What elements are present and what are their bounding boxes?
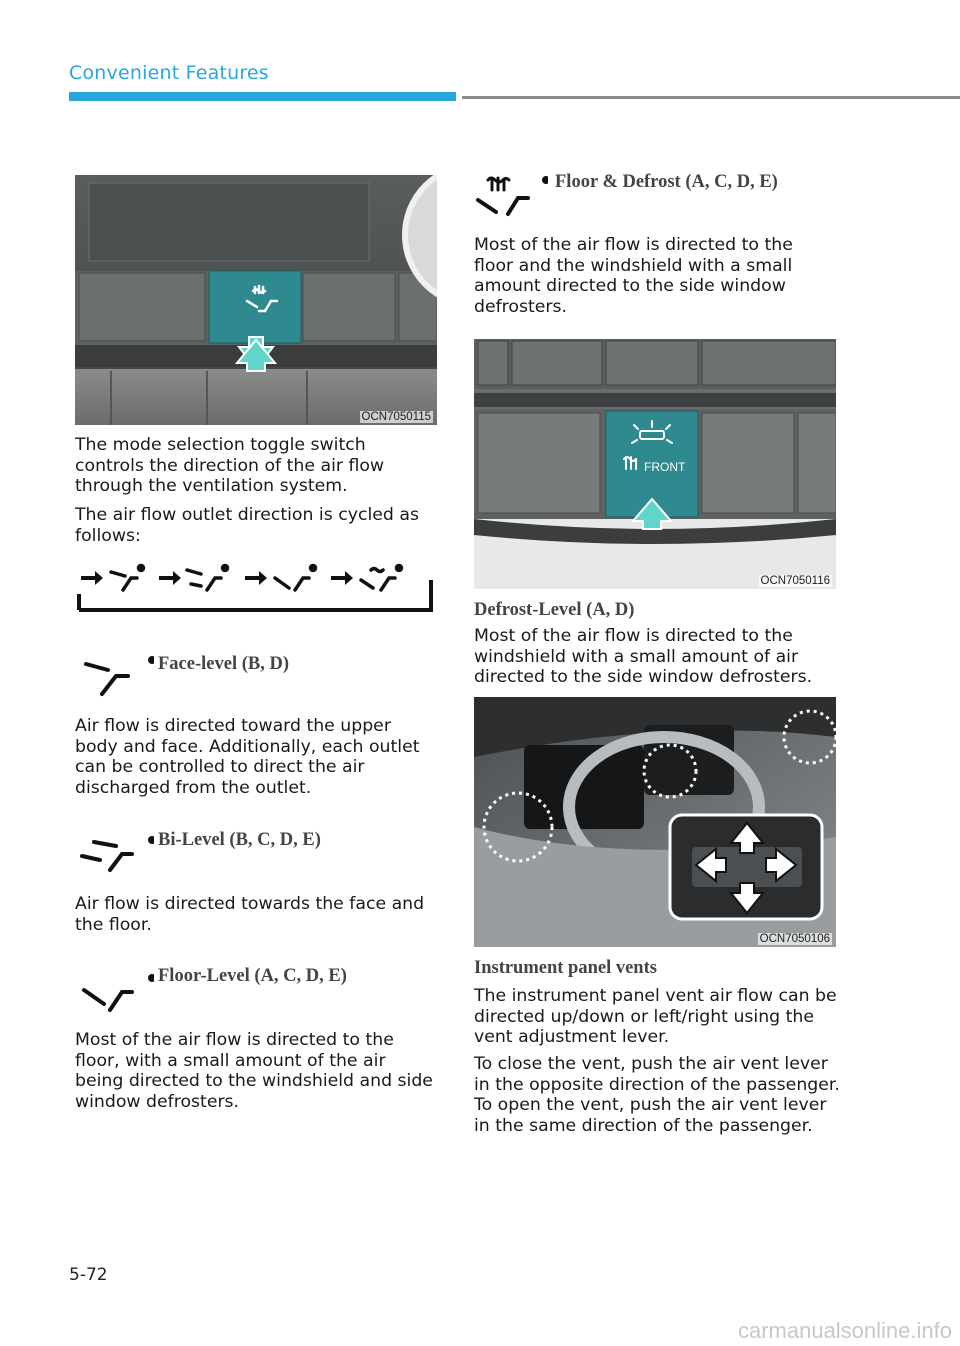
bi-level-heading: Bi-Level (B, C, D, E) [158,830,321,850]
mode-switch-photo [75,175,437,425]
page-header-title: Convenient Features [69,62,269,84]
photo-caption-code: OCN7050106 [759,933,830,945]
face-level-icon [80,650,154,700]
page-number: 5-72 [69,1265,108,1285]
bi-level-text: Air flow is directed towards the face and the floor. [75,894,425,935]
bi-level-icon [80,830,154,880]
header-rule-gray [462,96,960,99]
defrost-level-heading: Defrost-Level (A, D) [474,600,635,620]
site-watermark: carmanualsonline.info [737,1318,952,1343]
panel-vents-photo [474,697,836,947]
face-level-heading: Face-level (B, D) [158,654,289,674]
defrost-level-text: Most of the air flow is directed to the windshield with a small amount of air directed to the side window defrosters. [474,626,813,688]
photo-caption-code: OCN7050116 [760,575,830,587]
panel-vents-heading: Instrument panel vents [474,958,657,978]
intro-paragraph: The mode selection toggle switch controls the direction of the air flow through the ventilation system. [75,435,385,497]
panel-vents-text-2: To close the vent, push the air vent lever in the opposite direction of the passenger. To open the vent, push the air vent lever in the same direction of the passenger. [474,1054,840,1136]
front-button-label: FRONT [644,460,686,474]
cycle-paragraph: The air flow outlet direction is cycled as follows: [75,505,419,546]
floor-level-heading: Floor-Level (A, C, D, E) [158,966,347,986]
floor-defrost-icon [474,170,548,220]
header-rule-accent [69,92,456,101]
floor-defrost-text: Most of the air flow is directed to the floor and the windshield with a small amount directed to the side window defrosters. [474,235,793,317]
photo-caption-code: OCN7050115 [361,411,431,423]
floor-level-text: Most of the air flow is directed to the floor, with a small amount of the air being directed to the windshield and side window defrosters. [75,1030,433,1112]
floor-defrost-heading: Floor & Defrost (A, C, D, E) [555,172,778,192]
face-level-text: Air flow is directed toward the upper body and face. Additionally, each outlet can be controlled to direct the air discharged from the outlet. [75,716,420,798]
panel-vents-text-1: The instrument panel vent air flow can be directed up/down or left/right using the vent adjustment lever. [474,986,837,1048]
mode-cycle-diagram [75,558,437,618]
floor-level-icon [80,968,154,1018]
front-defrost-photo [474,339,836,589]
